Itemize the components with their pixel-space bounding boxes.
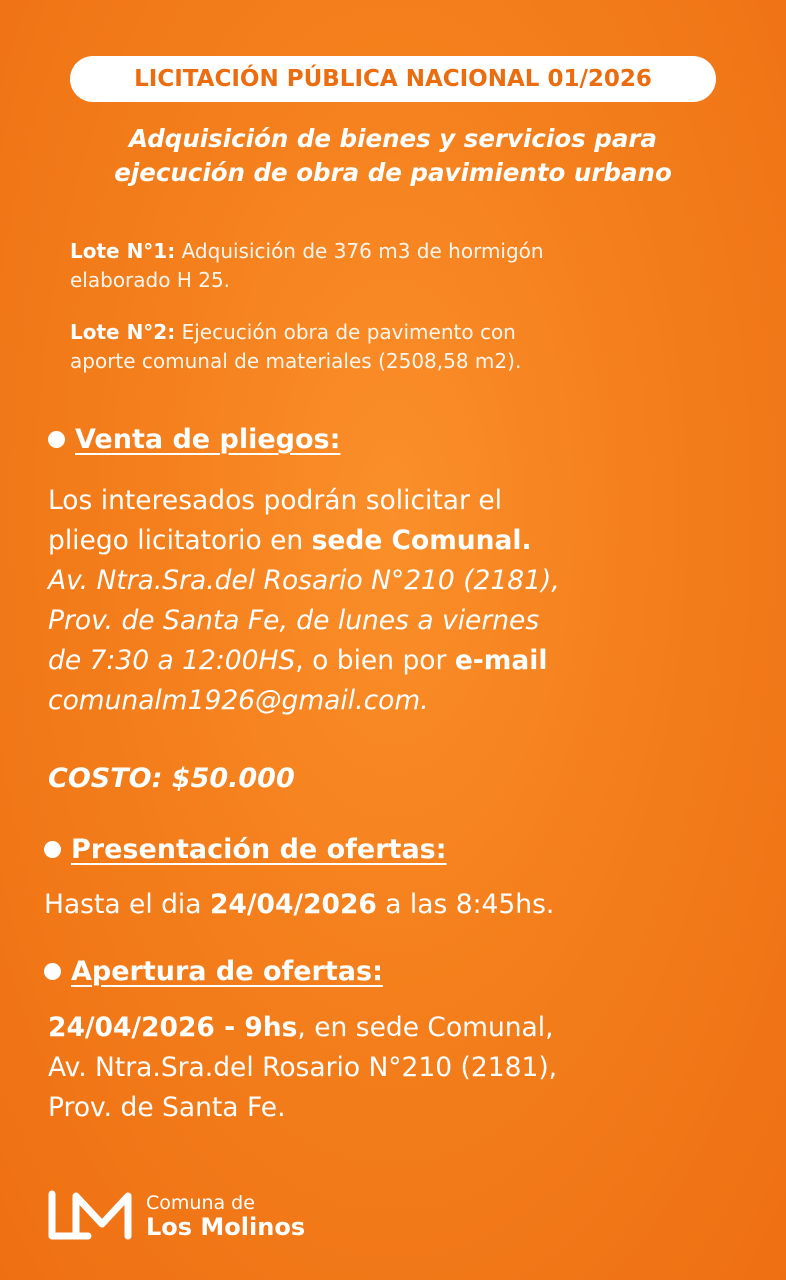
venta-sede: sede Comunal. [311, 525, 532, 556]
apertura-body [48, 1008, 557, 1128]
venta-heading-text: Venta de pliegos: [75, 424, 341, 455]
lote-2 [70, 318, 730, 376]
lote-2-line-1: Ejecución obra de pavimento con [175, 320, 516, 344]
venta-hours: de 7:30 a 12:00HS [48, 645, 296, 676]
apertura-line-1: , en sede Comunal, [297, 1012, 554, 1043]
lote-2-line-2: aporte comunal de materiales (2508,58 m2). [70, 349, 522, 373]
venta-line-2: pliego licitatorio en [48, 525, 312, 556]
venta-line-5: , o bien por [295, 645, 455, 676]
apertura-province: Prov. de Santa Fe. [48, 1092, 286, 1123]
logo-line-1: Comuna de [146, 1191, 255, 1214]
apertura-datetime: 24/04/2026 - 9hs [48, 1012, 298, 1043]
lote-1-line-1: Adquisición de 376 m3 de hormigón [175, 239, 544, 263]
lote-1-label: Lote N°1: [70, 239, 176, 263]
logo-line-2: Los Molinos [146, 1212, 306, 1241]
apertura-heading [44, 956, 383, 987]
presentacion-date: 24/04/2026 [209, 889, 377, 920]
presentacion-heading-text: Presentación de ofertas: [71, 834, 447, 865]
venta-email-label: e-mail [454, 645, 548, 676]
subtitle-line-2: ejecución de obra de pavimiento urbano [114, 158, 672, 187]
bullet-icon [44, 963, 61, 980]
venta-line-1: Los interesados podrán solicitar el [48, 485, 503, 516]
venta-heading [48, 424, 340, 455]
apertura-address: Av. Ntra.Sra.del Rosario N°210 (2181), [48, 1052, 558, 1083]
presentacion-post: a las 8:45hs. [376, 889, 555, 920]
subtitle-line-1: Adquisición de bienes y servicios para [129, 124, 657, 153]
venta-province: Prov. de Santa Fe, de lunes a viernes [48, 605, 540, 636]
venta-email: comunalm1926@gmail.com. [48, 685, 429, 716]
bullet-icon [48, 431, 65, 448]
lote-1-line-2: elaborado H 25. [70, 268, 231, 292]
lote-2-label: Lote N°2: [70, 320, 176, 344]
logo-text [146, 1191, 306, 1241]
venta-address: Av. Ntra.Sra.del Rosario N°210 (2181), [48, 565, 560, 596]
subtitle [40, 122, 746, 190]
apertura-heading-text: Apertura de ofertas: [71, 956, 383, 987]
comuna-logo [48, 1190, 305, 1242]
presentacion-heading [44, 834, 447, 865]
lote-1 [70, 237, 730, 295]
bullet-icon [44, 841, 61, 858]
venta-body [48, 481, 560, 721]
page-title: LICITACIÓN PÚBLICA NACIONAL 01/2026 [134, 66, 652, 92]
presentacion-body [44, 885, 554, 925]
costo-text: COSTO: $50.000 [48, 763, 295, 794]
title-banner [70, 56, 716, 102]
lm-monogram-icon [48, 1190, 136, 1242]
presentacion-pre: Hasta el dia [44, 889, 210, 920]
